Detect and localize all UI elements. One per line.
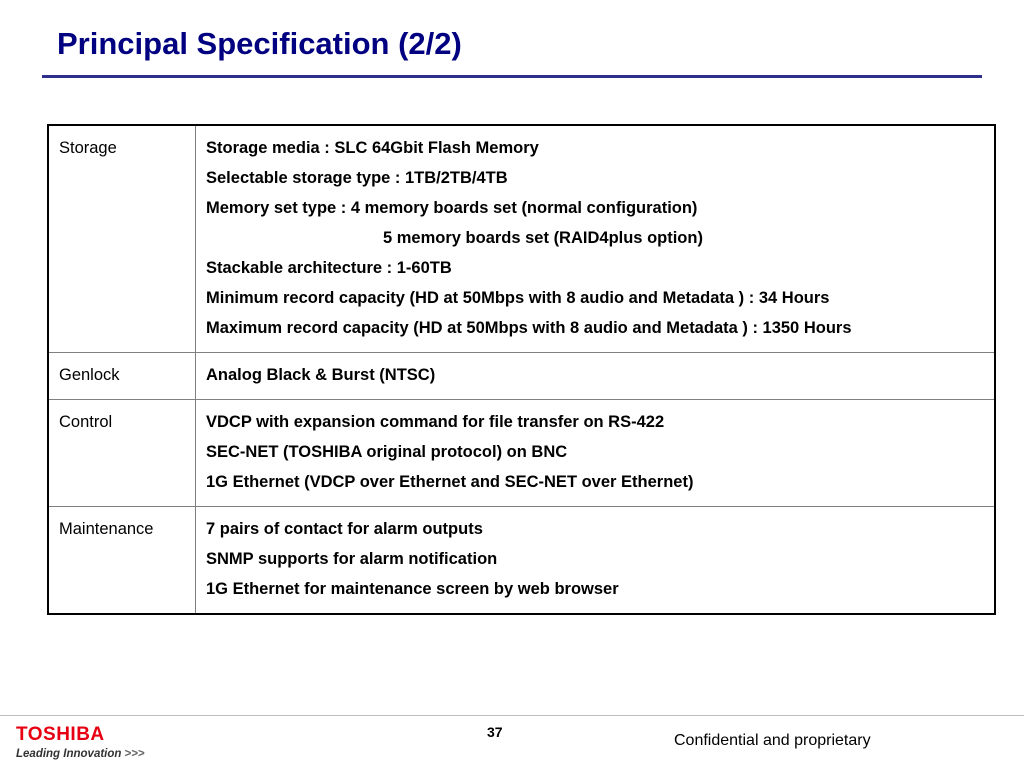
spec-line: Selectable storage type : 1TB/2TB/4TB [206, 169, 508, 187]
logo-tagline-text: Leading Innovation [16, 748, 122, 760]
row-value [196, 507, 996, 615]
table-row-genlock [48, 353, 995, 400]
specification-table [47, 124, 996, 615]
logo-tagline [16, 748, 145, 760]
table-row-maintenance [48, 507, 995, 615]
row-value [196, 125, 996, 353]
chevron-right-icon: >>> [124, 748, 145, 760]
spec-line: Memory set type : 4 memory boards set (normal configuration) [206, 199, 698, 217]
spec-line: 5 memory boards set (RAID4plus option) [383, 229, 703, 247]
footer-divider [0, 715, 1024, 716]
spec-line: 1G Ethernet for maintenance screen by web browser [206, 580, 619, 598]
confidential-notice: Confidential and proprietary [674, 732, 871, 749]
spec-line: VDCP with expansion command for file transfer on RS-422 [206, 413, 665, 431]
spec-line: 7 pairs of contact for alarm outputs [206, 520, 483, 538]
spec-line: SEC-NET (TOSHIBA original protocol) on BNC [206, 443, 568, 461]
spec-line: Analog Black & Burst (NTSC) [206, 366, 436, 384]
logo-brand-text: TOSHIBA [16, 724, 105, 745]
spec-line: Minimum record capacity (HD at 50Mbps with 8 audio and Metadata ) : 34 Hours [206, 289, 830, 307]
spec-line: Maximum record capacity (HD at 50Mbps with 8 audio and Metadata ) : 1350 Hours [206, 319, 852, 337]
spec-line: 1G Ethernet (VDCP over Ethernet and SEC-NET over Ethernet) [206, 473, 694, 491]
page-number: 37 [487, 724, 503, 740]
row-label: Storage [48, 125, 196, 353]
spec-line: Stackable architecture : 1-60TB [206, 259, 452, 277]
page-title: Principal Specification (2/2) [57, 26, 462, 61]
row-value [196, 353, 996, 400]
row-label: Maintenance [48, 507, 196, 615]
table-row-control [48, 400, 995, 507]
toshiba-logo [16, 725, 145, 760]
spec-line: SNMP supports for alarm notification [206, 550, 498, 568]
row-value [196, 400, 996, 507]
row-label: Control [48, 400, 196, 507]
row-label: Genlock [48, 353, 196, 400]
spec-line: Storage media : SLC 64Gbit Flash Memory [206, 139, 539, 157]
table-row-storage [48, 125, 995, 353]
title-underline [42, 75, 982, 78]
